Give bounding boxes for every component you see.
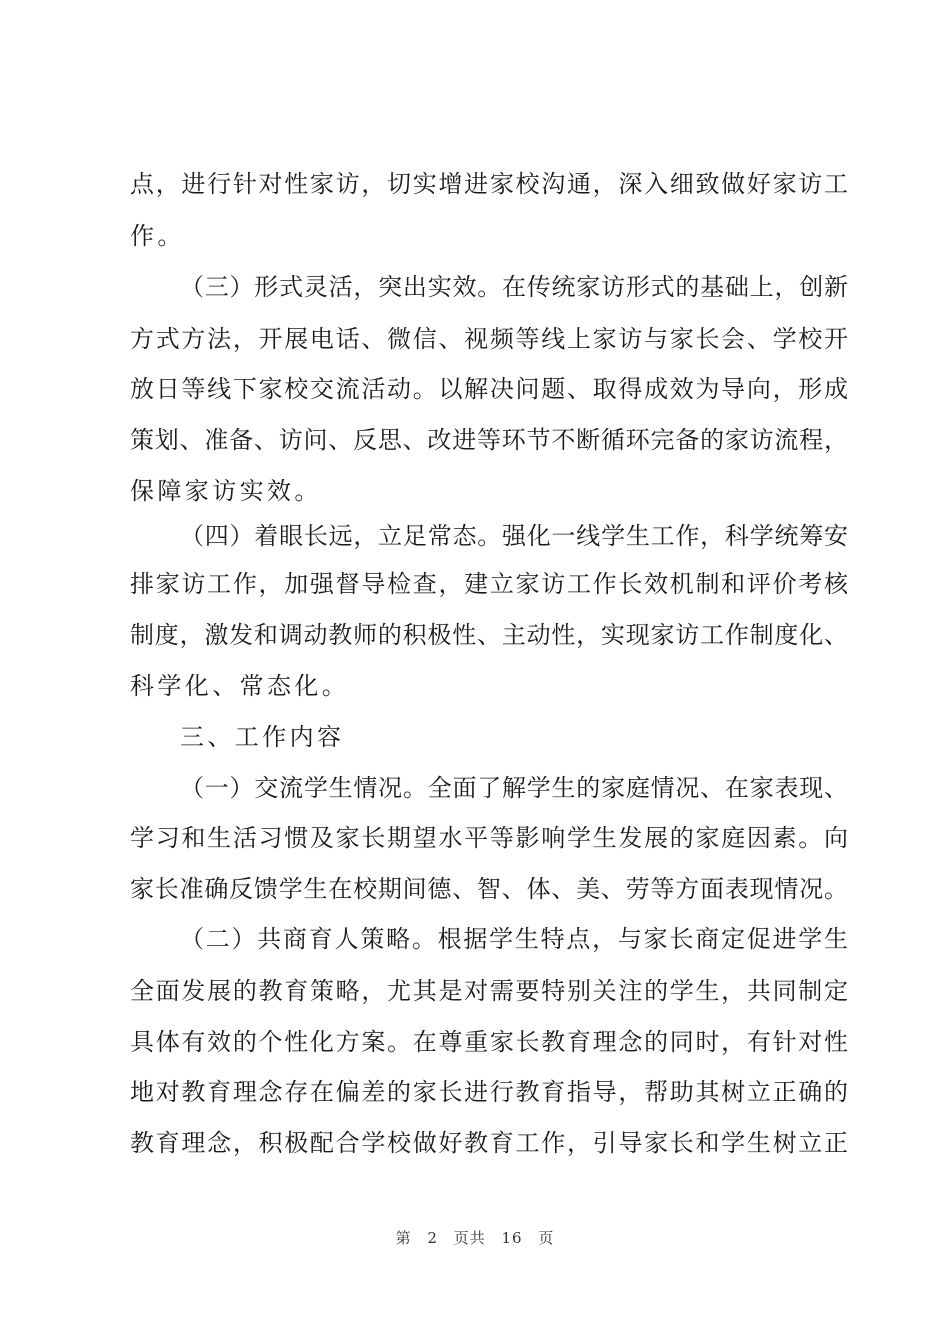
paragraph-line: 教育理念，积极配合学校做好教育工作，引导家长和学生树立正 xyxy=(130,1129,848,1157)
paragraph-line: 家长准确反馈学生在校期间德、智、体、美、劳等方面表现情况。 xyxy=(130,875,848,903)
paragraph-line: 学习和生活习惯及家长期望水平等影响学生发展的家庭因素。向 xyxy=(130,824,848,852)
paragraph-line: 地对教育理念存在偏差的家长进行教育指导，帮助其树立正确的 xyxy=(130,1078,848,1106)
paragraph-line: （三）形式灵活，突出实效。在传统家访形式的基础上，创新 xyxy=(180,273,848,301)
page-suffix: 页 xyxy=(538,1229,555,1247)
paragraph-line: 作。 xyxy=(130,222,185,250)
page-prefix: 第 xyxy=(395,1229,412,1247)
paragraph-line: 点，进行针对性家访，切实增进家校沟通，深入细致做好家访工 xyxy=(130,170,848,198)
page-number: 2 xyxy=(427,1229,438,1247)
paragraph-line: （四）着眼长远，立足常态。强化一线学生工作，科学统筹安 xyxy=(180,522,848,550)
paragraph-line: 全面发展的教育策略，尤其是对需要特别关注的学生，共同制定 xyxy=(130,977,848,1005)
paragraph-line: 制度，激发和调动教师的积极性、主动性，实现家访工作制度化、 xyxy=(130,621,848,649)
page-footer xyxy=(0,1227,950,1248)
paragraph-line: 保障家访实效。 xyxy=(130,477,322,505)
paragraph-line: 方式方法，开展电话、微信、视频等线上家访与家长会、学校开 xyxy=(130,325,848,353)
paragraph-line: 排家访工作，加强督导检查，建立家访工作长效机制和评价考核 xyxy=(130,570,848,598)
paragraph-line: 放日等线下家校交流活动。以解决问题、取得成效为导向，形成 xyxy=(130,375,848,403)
paragraph-line: 科学化、常态化。 xyxy=(130,672,350,700)
section-heading: 三、工作内容 xyxy=(180,723,345,751)
paragraph-line: 策划、准备、访问、反思、改进等环节不断循环完备的家访流程， xyxy=(130,426,848,454)
paragraph-line: 具体有效的个性化方案。在尊重家长教育理念的同时，有针对性 xyxy=(130,1028,848,1056)
total-pages: 16 xyxy=(501,1229,523,1247)
paragraph-line: （二）共商育人策略。根据学生特点，与家长商定促进学生 xyxy=(180,925,848,953)
page-middle: 页共 xyxy=(453,1229,486,1247)
paragraph-line: （一）交流学生情况。全面了解学生的家庭情况、在家表现、 xyxy=(180,774,848,802)
